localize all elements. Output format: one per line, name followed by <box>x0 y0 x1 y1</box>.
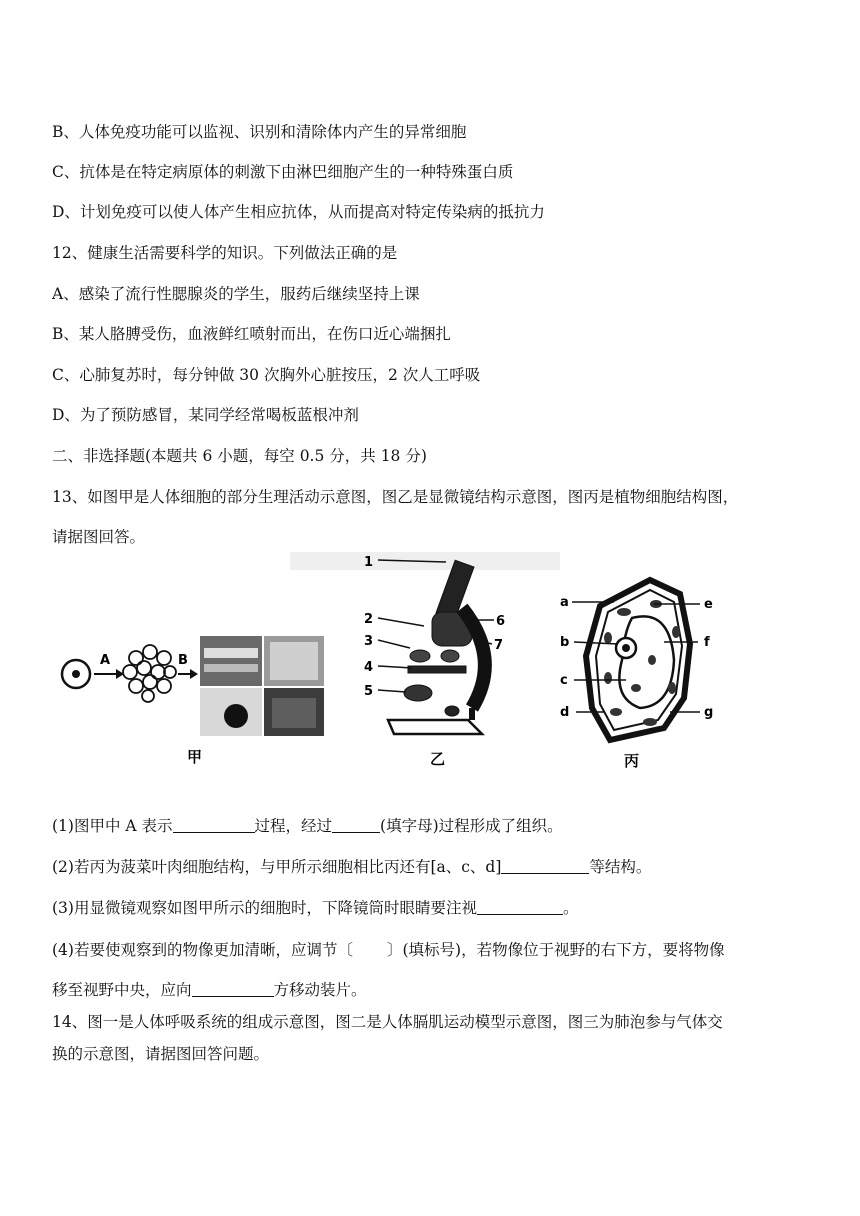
cell-label-g: g <box>704 705 714 720</box>
cell-label-c: c <box>560 673 568 688</box>
question-14: 14、图一是人体呼吸系统的组成示意图，图二是人体膈肌运动模型示意图，图三为肺泡参与气体交 <box>52 1013 723 1031</box>
subq-1-text-a: (1)图甲中 A 表示 <box>52 817 173 835</box>
cell-label-d: d <box>560 705 570 720</box>
subq-1-text-c: (填字母)过程形成了组织。 <box>380 817 563 835</box>
subq-1-text-b: 过程，经过 <box>254 817 333 835</box>
micro-label-5: 5 <box>364 684 374 699</box>
figure-svg <box>52 548 752 780</box>
subquestion-4-cont <box>52 980 367 1000</box>
question-12: 12、健康生活需要科学的知识。下列做法正确的是 <box>52 244 398 262</box>
answer-blank-1a[interactable] <box>173 817 255 833</box>
subq-4-cont-text-b: 方移动装片。 <box>273 981 367 999</box>
cell-cluster-icon <box>123 645 176 702</box>
subquestion-2 <box>52 857 651 877</box>
subq-4-text-b: 〕(填标号)，若物像位于视野的右下方，要将物像 <box>386 941 725 959</box>
question-13-figure <box>52 548 752 780</box>
subq-3-text-a: (3)用显微镜观察如图甲所示的细胞时，下降镜筒时眼睛要注视 <box>52 899 477 917</box>
micro-label-1: 1 <box>364 555 374 570</box>
answer-blank-4[interactable] <box>192 981 274 997</box>
tissue-panels <box>200 636 324 736</box>
cell-label-f: f <box>704 635 710 650</box>
micro-label-4: 4 <box>364 660 374 675</box>
nucleus-icon <box>72 670 80 678</box>
option-d-vaccine: D、计划免疫可以使人体产生相应抗体，从而提高对特定传染病的抵抗力 <box>52 203 545 221</box>
cell-label-e: e <box>704 597 713 612</box>
figure-bing-label: 丙 <box>624 752 640 770</box>
subquestion-4 <box>52 940 725 960</box>
arrow-b-label: B <box>178 653 188 668</box>
subq-4-text-a: (4)若要使观察到的物像更加清晰，应调节〔 <box>52 941 353 959</box>
question-13-cont: 请据图回答。 <box>52 528 146 546</box>
cell-label-b: b <box>560 635 570 650</box>
question-14-cont: 换的示意图，请据图回答问题。 <box>52 1045 270 1063</box>
micro-label-7: 7 <box>494 638 504 653</box>
subq-3-text-b: 。 <box>562 899 579 917</box>
arrow-b-head <box>190 669 198 679</box>
question-13: 13、如图甲是人体细胞的部分生理活动示意图，图乙是显微镜结构示意图，图丙是植物细胞结构图， <box>52 488 739 506</box>
subq-4-cont-text-a: 移至视野中央，应向 <box>52 981 192 999</box>
option-b-immunity: B、人体免疫功能可以监视、识别和清除体内产生的异常细胞 <box>52 123 467 141</box>
question-12-option-d: D、为了预防感冒，某同学经常喝板蓝根冲剂 <box>52 406 359 424</box>
micro-label-2: 2 <box>364 612 374 627</box>
figure-yi-label: 乙 <box>430 750 446 768</box>
arrow-a-label: A <box>100 653 111 668</box>
micro-label-3: 3 <box>364 634 374 649</box>
subq-2-text-b: 等结构。 <box>589 858 652 876</box>
option-c-antibody: C、抗体是在特定病原体的刺激下由淋巴细胞产生的一种特殊蛋白质 <box>52 163 514 181</box>
question-12-option-b: B、某人胳膊受伤，血液鲜红喷射而出，在伤口近心端捆扎 <box>52 325 451 343</box>
question-12-option-c: C、心肺复苏时，每分钟做 30 次胸外心脏按压，2 次人工呼吸 <box>52 366 481 384</box>
answer-blank-1b[interactable] <box>332 817 380 833</box>
micro-label-6: 6 <box>496 614 506 629</box>
answer-blank-3[interactable] <box>477 899 563 915</box>
question-12-option-a: A、感染了流行性腮腺炎的学生，服药后继续坚持上课 <box>52 285 420 303</box>
figure-jia-label: 甲 <box>187 748 203 766</box>
microscope-icon <box>388 560 485 734</box>
subq-2-text-a: (2)若丙为菠菜叶肉细胞结构，与甲所示细胞相比丙还有[a、c、d] <box>52 858 502 876</box>
subquestion-3 <box>52 898 578 918</box>
section-2-heading: 二、非选择题(本题共 6 小题，每空 0.5 分，共 18 分) <box>52 447 427 465</box>
answer-blank-2[interactable] <box>501 858 589 874</box>
subquestion-1 <box>52 816 563 836</box>
cell-label-a: a <box>560 595 569 610</box>
